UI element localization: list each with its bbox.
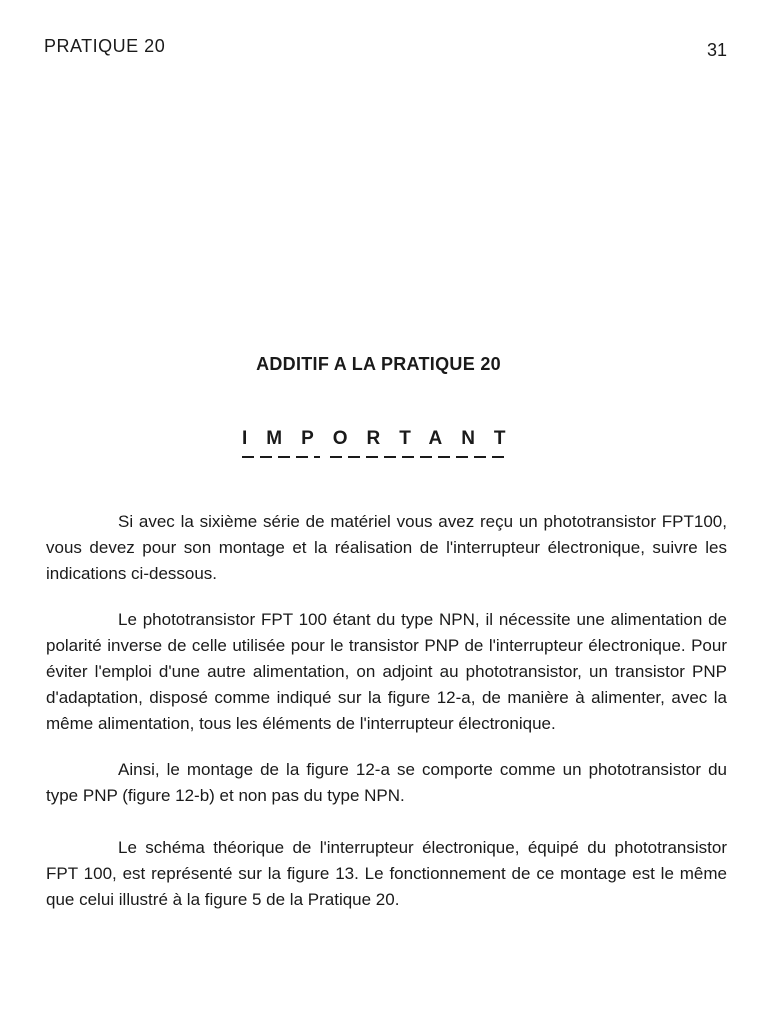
paragraph: Le phototransistor FPT 100 étant du type NPN, il nécessite une alimentation de polarité inverse de celle utilisée pour le transistor PNP de l'interrupteur électronique. Pour éviter l'emploi d'une autre alimentation, on adjoint au phototransistor, un transistor PNP d'adaptation, disposé comme indiqué sur la figure 12-a, de manière à alimenter, avec la même alimentation, tous les éléments de l'interrupteur électronique. bbox=[46, 610, 727, 733]
page-number: 31 bbox=[706, 40, 727, 60]
addendum-title: ADDITIF A LA PRATIQUE 20 bbox=[256, 354, 501, 374]
paragraph: Ainsi, le montage de la figure 12-a se comporte comme un phototransistor du type PNP (figure 12-b) et non pas du type NPN. bbox=[46, 760, 727, 805]
paragraph: Le schéma théorique de l'interrupteur électronique, équipé du phototransistor FPT 100, est représenté sur la figure 13. Le fonctionnement de ce montage est le même que celui illustré à la figure 5 de la Pratique 20. bbox=[46, 838, 727, 909]
underline-segment bbox=[242, 456, 320, 458]
important-underline bbox=[242, 456, 532, 459]
important-notice bbox=[242, 428, 532, 459]
underline-segment bbox=[330, 456, 510, 458]
body-text bbox=[46, 509, 727, 933]
running-head: PRATIQUE 20 bbox=[44, 36, 166, 56]
paragraph: Si avec la sixième série de matériel vous avez reçu un phototransistor FPT100, vous devez pour son montage et la réalisation de l'interrupteur électronique, suivre les indications ci-dessous. bbox=[46, 512, 727, 583]
important-heading: IMPORTANT bbox=[242, 428, 525, 449]
